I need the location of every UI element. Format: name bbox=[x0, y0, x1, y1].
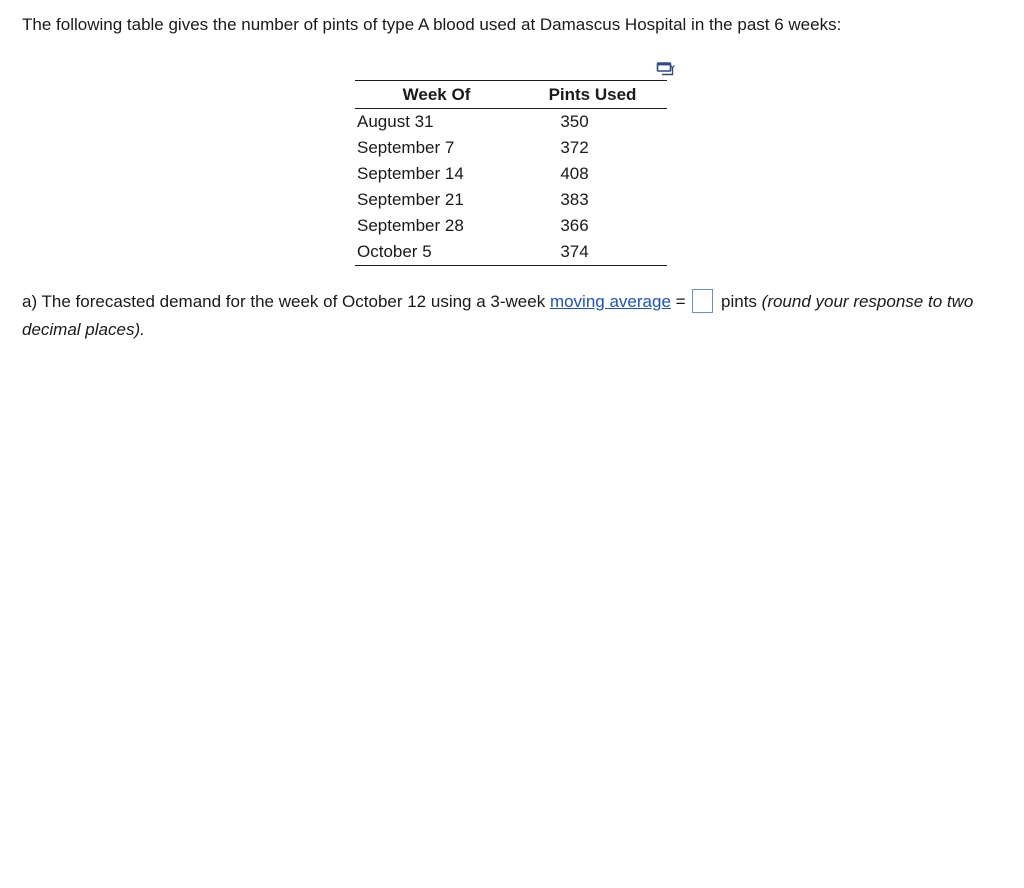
pints-cell: 383 bbox=[560, 190, 589, 209]
table-row bbox=[355, 109, 667, 136]
rounding-hint: (round your response to two decimal places) bbox=[22, 292, 974, 339]
table-row bbox=[355, 213, 667, 239]
pints-cell: 374 bbox=[560, 242, 589, 261]
table-row bbox=[355, 161, 667, 187]
problem-intro: The following table gives the number of pints of type A blood used at Damascus Hospital in the past 6 weeks: bbox=[22, 15, 842, 34]
unit-label: pints bbox=[716, 292, 762, 311]
week-cell: September 28 bbox=[357, 216, 464, 235]
forecast-answer-input[interactable] bbox=[692, 289, 713, 313]
question-a bbox=[22, 288, 982, 344]
week-cell: September 7 bbox=[357, 138, 455, 157]
pints-cell: 408 bbox=[560, 164, 589, 183]
week-cell: August 31 bbox=[357, 112, 434, 131]
question-prefix: a) The forecasted demand for the week of October 12 using a 3-week bbox=[22, 292, 550, 311]
week-cell: September 14 bbox=[357, 164, 464, 183]
blood-usage-table bbox=[355, 80, 667, 266]
equals-sign: = bbox=[670, 292, 686, 311]
table-row bbox=[355, 135, 667, 161]
hint-period: . bbox=[140, 320, 145, 339]
pints-cell: 366 bbox=[560, 216, 589, 235]
copy-table-icon[interactable] bbox=[656, 61, 676, 77]
pints-cell: 372 bbox=[560, 138, 589, 157]
table-row bbox=[355, 187, 667, 213]
week-cell: September 21 bbox=[357, 190, 464, 209]
week-of-header: Week Of bbox=[402, 84, 471, 104]
table-row bbox=[355, 239, 667, 266]
pints-used-header: Pints Used bbox=[548, 84, 637, 104]
table-header-row bbox=[355, 81, 667, 109]
week-cell: October 5 bbox=[357, 242, 432, 261]
pints-cell: 350 bbox=[560, 112, 589, 131]
moving-average-link[interactable]: moving average bbox=[549, 292, 671, 311]
